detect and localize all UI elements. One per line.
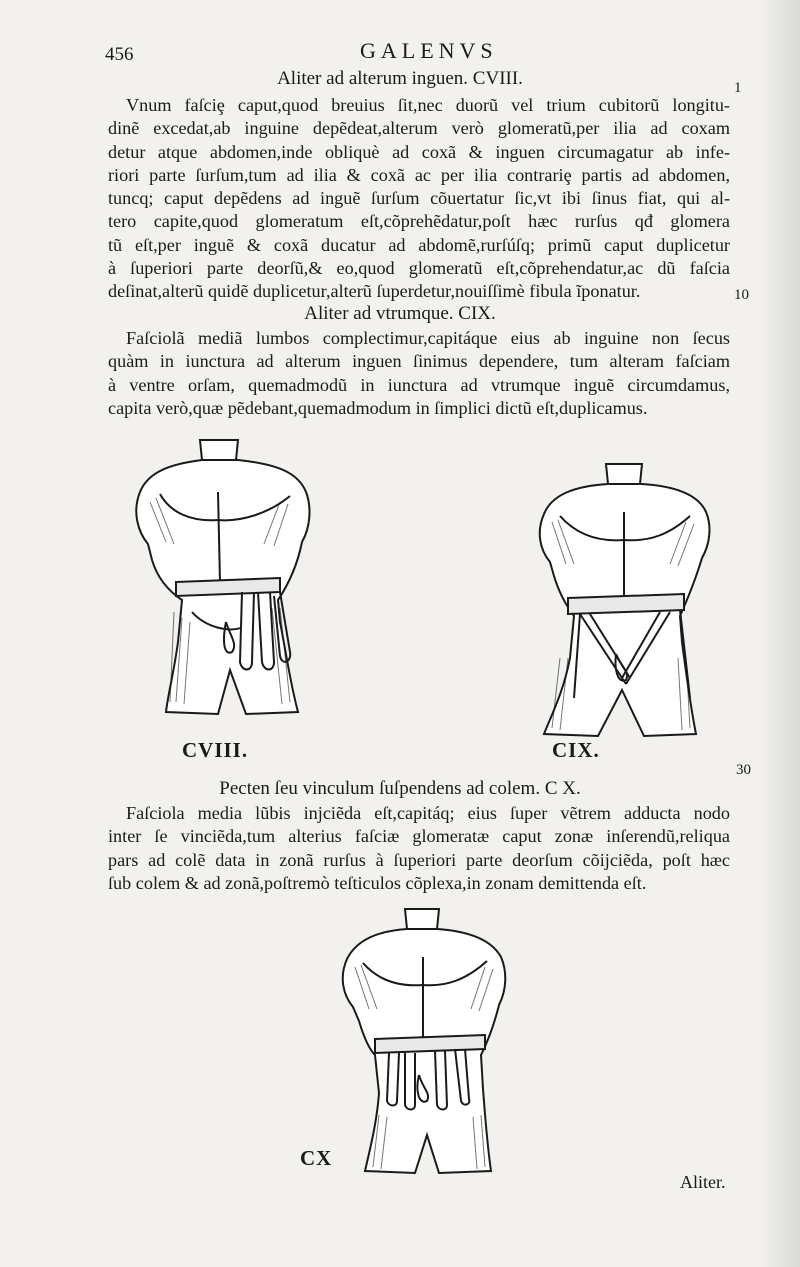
text-line: tuncq; caput depẽdens ad inguẽ ſurſum cõuertatur ſic,vt ibi ſinus fiat, qui al- [108, 188, 730, 209]
section-heading-cviii: Aliter ad alterum inguen. CVIII. [277, 68, 523, 89]
text-line: detur atque abdomen,inde obliquè ad coxã & inguen circumagatur ab infe- [108, 141, 730, 162]
text-line: ſub colem & ad zonã,poſtremò teſticulos cõplexa,in zonam demittenda eſt. [108, 872, 647, 893]
text-line: Faſciolã mediã lumbos complectimur,capitáque eius ab inguine non ſecus [126, 328, 730, 348]
text-line: inter ſe vinciẽda,tum alterius faſciæ glomeratæ caput zonæ inſerendũ,reliqua [108, 826, 730, 847]
text-line: riori parte ſurſum,tum ad ilia & coxã ac per ilia contrariȩ partis ad abdomen, [108, 164, 730, 185]
section-heading-cx: Pecten ſeu vinculum ſuſpendens ad colem. C X. [219, 778, 581, 799]
catchword: Aliter. [680, 1172, 726, 1192]
text-line: quàm in iunctura ad alterum inguen ſinimus dependere, tum alteram faſciam [108, 351, 730, 372]
running-head [0, 36, 800, 66]
figure-cviii-torso-illustration [130, 432, 320, 722]
paragraph-cix [108, 327, 730, 420]
paragraph-cx [108, 802, 730, 895]
text-line: à ſuperiori parte deorſũ,& eo,quod glomeratũ eſt,cõprehendatur,ac dũ faſcia [108, 258, 730, 279]
text-line: tero capite,quod glomeratum eſt,cõprehẽdatur,poſt hæc rurſus qđ glomera [108, 211, 730, 232]
margin-line-number-10: 10 [734, 287, 749, 303]
page-number: 456 [105, 44, 134, 65]
figure-cix-torso-illustration [530, 458, 720, 743]
paragraph-cviii [108, 94, 730, 304]
margin-line-number-30: 30 [736, 762, 751, 778]
text-line: dinẽ excedat,ab inguine depẽdeat,alterum verò glomeratũ,per ilia ad coxam [108, 118, 730, 139]
running-title: GALENVS [360, 38, 498, 63]
text-line: à ventre orſam, quemadmodũ in iunctura ad vtrumque inguẽ circumdamus, [108, 374, 730, 395]
figure-cx-torso-illustration [335, 905, 510, 1177]
page-edge-shadow [760, 0, 800, 1267]
margin-line-number-1: 1 [734, 80, 742, 96]
text-line: tũ eſt,per inguẽ & coxã ducatur ad abdomẽ,rurſúſq; primũ caput duplicetur [108, 234, 730, 255]
text-line: Faſciola media lũbis injciẽda eſt,capitáq; eius ſuper vẽtrem adducta nodo [126, 803, 730, 823]
text-line: Vnum faſciȩ caput,quod breuius ſit,nec duorũ vel trium cubitorũ longitu- [126, 95, 730, 115]
figure-caption-cx: CX [300, 1146, 333, 1170]
text-line: capita verò,quæ pẽdebant,quemadmodum in ſimplici dictũ eſt,duplicamus. [108, 397, 648, 418]
figure-caption-cix: CIX. [552, 738, 600, 762]
section-heading-cix: Aliter ad vtrumque. CIX. [304, 303, 496, 324]
figure-caption-cviii: CVIII. [182, 738, 249, 762]
text-line: deſinat,alterũ quidẽ duplicetur,alterũ ſuperdetur,nouiſſimè fibula ĩponatur. [108, 281, 641, 302]
text-line: pars ad colẽ data in zonã rurſus à ſuperiori parte deorſum cõijciẽda, poſt hæc [108, 849, 730, 870]
